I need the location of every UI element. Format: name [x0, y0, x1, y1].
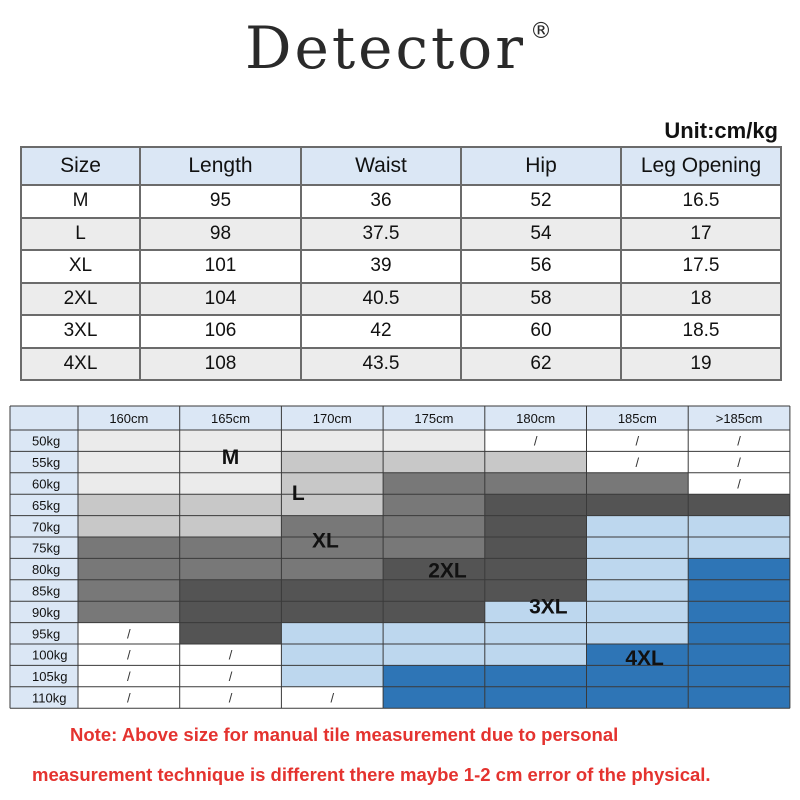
weight-tick-label: 70kg [32, 519, 61, 535]
unit-label: Unit:cm/kg [664, 118, 778, 143]
matrix-cell [78, 601, 180, 622]
matrix-cell [383, 687, 485, 708]
matrix-cell [688, 516, 790, 537]
matrix-cell [281, 623, 383, 644]
cell-hip: 54 [461, 218, 621, 251]
cell-waist: 43.5 [301, 348, 461, 381]
note-line-1: Note: Above size for manual tile measurement due to personal [70, 724, 619, 745]
cell-waist: 36 [301, 185, 461, 218]
registered-mark: ® [529, 19, 555, 44]
weight-tick-label: 85kg [32, 583, 61, 599]
matrix-cell [485, 473, 587, 494]
matrix-cell [485, 451, 587, 472]
not-applicable-mark: / [330, 690, 335, 706]
weight-tick-label: 110kg [32, 690, 67, 706]
matrix-cell [485, 644, 587, 665]
matrix-cell [180, 537, 282, 558]
matrix-cell [180, 516, 282, 537]
size-region-label: M [221, 445, 240, 469]
not-applicable-mark: / [127, 626, 131, 642]
cell-length: 98 [140, 218, 301, 251]
matrix-cell [688, 623, 790, 644]
size-region-label: 4XL [625, 646, 664, 670]
height-tick-label: 165cm [211, 411, 251, 426]
not-applicable-mark: / [228, 690, 233, 706]
matrix-cell [281, 644, 383, 665]
matrix-cell [78, 451, 180, 472]
matrix-cell [485, 494, 587, 515]
cell-waist: 37.5 [301, 218, 461, 251]
header-leg-opening: Leg Opening [621, 147, 781, 185]
matrix-cell [180, 494, 282, 515]
height-tick-label: 185cm [617, 411, 657, 426]
matrix-cell [78, 580, 180, 601]
cell-leg-opening: 17.5 [621, 250, 781, 283]
matrix-cell [688, 665, 790, 686]
matrix-cell [587, 494, 689, 515]
matrix-cell [281, 580, 383, 601]
matrix-cell [180, 580, 282, 601]
cell-length: 101 [140, 250, 301, 283]
matrix-cell [281, 601, 383, 622]
matrix-cell [485, 623, 587, 644]
matrix-cell [180, 601, 282, 622]
not-applicable-mark: / [737, 433, 741, 449]
matrix-cell [78, 516, 180, 537]
matrix-cell [688, 601, 790, 622]
weight-tick-label: 75kg [32, 540, 61, 556]
matrix-cell [78, 473, 180, 494]
height-tick-label: 180cm [516, 411, 556, 426]
weight-tick-label: 95kg [32, 626, 61, 642]
weight-tick-label: 100kg [32, 647, 68, 663]
matrix-cell [587, 623, 689, 644]
cell-hip: 62 [461, 348, 621, 381]
height-tick-label: 175cm [414, 411, 454, 426]
matrix-cell [485, 516, 587, 537]
matrix-cell [383, 451, 485, 472]
matrix-cell [383, 665, 485, 686]
matrix-cell [383, 601, 485, 622]
cell-length: 104 [140, 283, 301, 316]
matrix-cell [383, 516, 485, 537]
header-size: Size [21, 147, 140, 185]
matrix-cell [383, 430, 485, 451]
weight-tick-label: 90kg [32, 604, 61, 620]
header-waist: Waist [301, 147, 461, 185]
height-tick-label: 160cm [109, 411, 149, 426]
not-applicable-mark: / [737, 455, 741, 471]
matrix-cell [383, 494, 485, 515]
matrix-cell [688, 687, 790, 708]
matrix-cell [587, 687, 689, 708]
cell-hip: 60 [461, 315, 621, 348]
matrix-cell [688, 644, 790, 665]
matrix-cell [485, 687, 587, 708]
not-applicable-mark: / [533, 433, 538, 449]
matrix-cell [78, 558, 180, 579]
matrix-cell [383, 473, 485, 494]
matrix-cell [587, 516, 689, 537]
weight-tick-label: 50kg [32, 433, 61, 449]
matrix-cell [383, 644, 485, 665]
cell-size: 4XL [21, 348, 140, 381]
weight-tick-label: 55kg [32, 455, 61, 471]
weight-tick-label: 80kg [32, 562, 61, 578]
matrix-cell [485, 665, 587, 686]
height-tick-label: 170cm [312, 411, 352, 426]
not-applicable-mark: / [737, 476, 741, 492]
size-region-label: 3XL [529, 595, 568, 619]
cell-size: 3XL [21, 315, 140, 348]
matrix-cell [383, 623, 485, 644]
not-applicable-mark: / [127, 690, 131, 706]
cell-size: L [21, 218, 140, 251]
matrix-cell [180, 473, 282, 494]
cell-hip: 56 [461, 250, 621, 283]
matrix-cell [688, 537, 790, 558]
brand-name: Detector [245, 14, 526, 82]
cell-leg-opening: 16.5 [621, 185, 781, 218]
weight-tick-label: 65kg [32, 497, 61, 513]
matrix-cell [587, 601, 689, 622]
size-region-label: L [291, 482, 305, 506]
cell-leg-opening: 19 [621, 348, 781, 381]
cell-size: 2XL [21, 283, 140, 316]
matrix-cell [688, 558, 790, 579]
cell-leg-opening: 17 [621, 218, 781, 251]
not-applicable-mark: / [635, 455, 640, 471]
cell-waist: 39 [301, 250, 461, 283]
size-region-label: 2XL [428, 559, 467, 583]
weight-tick-label: 60kg [32, 476, 61, 492]
not-applicable-mark: / [228, 669, 233, 685]
cell-waist: 42 [301, 315, 461, 348]
matrix-cell [688, 580, 790, 601]
matrix-cell [281, 451, 383, 472]
matrix-cell [587, 580, 689, 601]
not-applicable-mark: / [228, 647, 233, 663]
matrix-cell [485, 558, 587, 579]
matrix-cell [587, 473, 689, 494]
size-region-label: XL [312, 529, 339, 553]
header-length: Length [140, 147, 301, 185]
not-applicable-mark: / [127, 669, 131, 685]
matrix-cell [383, 580, 485, 601]
cell-length: 95 [140, 185, 301, 218]
cell-size: M [21, 185, 140, 218]
matrix-cell [587, 558, 689, 579]
matrix-cell [688, 494, 790, 515]
height-tick-label: >185cm [715, 411, 763, 426]
not-applicable-mark: / [635, 433, 640, 449]
cell-length: 106 [140, 315, 301, 348]
weight-tick-label: 105kg [32, 669, 68, 685]
cell-waist: 40.5 [301, 283, 461, 316]
note-line-2: measurement technique is different there maybe 1-2 cm error of the physical. [32, 764, 711, 785]
matrix-cell [281, 665, 383, 686]
cell-length: 108 [140, 348, 301, 381]
matrix-cell [78, 494, 180, 515]
header-hip: Hip [461, 147, 621, 185]
matrix-cell [281, 430, 383, 451]
cell-hip: 58 [461, 283, 621, 316]
cell-leg-opening: 18 [621, 283, 781, 316]
matrix-cell [78, 430, 180, 451]
cell-hip: 52 [461, 185, 621, 218]
matrix-cell [383, 537, 485, 558]
cell-leg-opening: 18.5 [621, 315, 781, 348]
matrix-cell [485, 537, 587, 558]
matrix-cell [281, 558, 383, 579]
matrix-cell [180, 558, 282, 579]
matrix-cell [587, 537, 689, 558]
matrix-cell [180, 623, 282, 644]
cell-size: XL [21, 250, 140, 283]
not-applicable-mark: / [127, 647, 131, 663]
matrix-cell [78, 537, 180, 558]
